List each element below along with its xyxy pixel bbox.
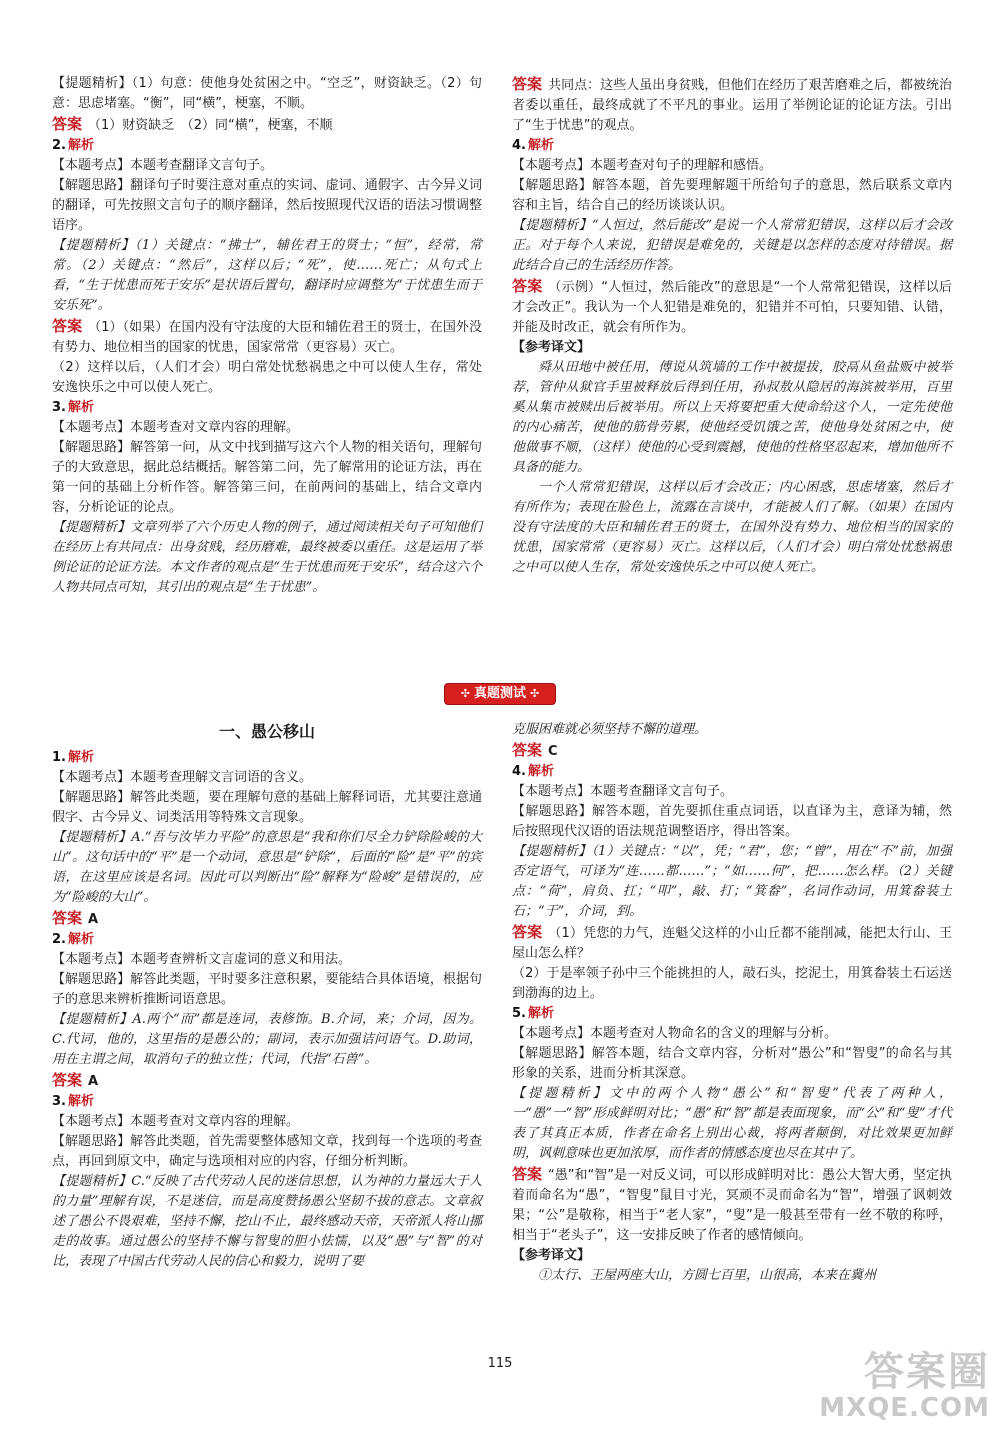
reference-translation-label: 【参考译文】 [512, 1248, 591, 1263]
question-number: 5. [512, 1006, 526, 1021]
reference-translation-label: 【参考译文】 [512, 340, 591, 355]
test-point: 【本题考点】本题考查对人物命名的含义的理解与分析。 [512, 1026, 838, 1041]
solving-approach: 【解题思路】解答本题，首先要抓住重点词语，以直译为主，意译为辅，然后按照现代汉语的语法规范调整语序，得出答案。 [512, 804, 952, 839]
answer-line [52, 908, 482, 930]
solving-approach: 【解题思路】解答本题，首先要理解题干所给句子的意思，然后联系文章内容和主旨，结合自己的经历谈谈认识。 [512, 178, 952, 213]
analysis-label: 解析 [67, 750, 94, 765]
left-bottom-column [52, 720, 482, 1272]
analysis-label: 解析 [67, 932, 94, 947]
test-point: 【本题考点】本题考查翻译文言句子。 [512, 784, 734, 799]
detailed-analysis: 【提题精析】A.“吾与汝毕力平险”的意思是“我和你们尽全力铲除险峻的大山”。这句话中的“平”是一个动词，意思是“铲除”，后面的“险”是“平”的宾语，在这里应该是名词。因此可以判断出“险”解释为“险峻”是错误的，应为“险峻的大山”。 [52, 830, 482, 905]
analysis-label: 解析 [67, 1094, 94, 1109]
banner-title: 真题测试 [473, 686, 526, 701]
question-number: 3. [52, 1094, 66, 1109]
answer-text: （示例）“人恒过，然后能改”的意思是“一个人常常犯错误，这样以后才会改正”。我认为一个人犯错是难免的，犯错并不可怕，只要知错、认错，并能及时改正，就会有所作为。 [512, 280, 952, 335]
analysis-label: 解析 [527, 1006, 554, 1021]
reference-translation: 一个人常常犯错误，这样以后才会改正；内心困惑，思虑堵塞，然后才有所作为；表现在脸色上，流露在言谈中，才能被人们了解。（如果）在国内没有守法度的大臣和辅佐君王的贤士，在国外没有势力、地位相当的国家的忧患，国家常常（更容易）灭亡。这样以后，（人们才会）明白常处忧愁祸患之中可以使人生存，常处安逸快乐之中可以使人死亡。 [512, 480, 952, 575]
detailed-analysis: 【提题精析】文章列举了六个历史人物的例子，通过阅读相关句子可知他们在经历上有共同点：出身贫贱，经历磨难，最终被委以重任。这是运用了举例论证的论证方法。本文作者的观点是“生于忧患而死于安乐”，结合这六个人物共同点可知，其引出的观点是“生于忧患”。 [52, 520, 482, 595]
answer-label: 答案 [512, 741, 543, 759]
analysis-label: 解析 [527, 764, 554, 779]
answer-text: 共同点：这些人虽出身贫贱，但他们在经历了艰苦磨难之后，都被统治者委以重任，最终成就了不平凡的事业。运用了举例论证的论证方法。引出了“生于忧患”的观点。 [512, 78, 952, 133]
test-point: 【本题考点】本题考查对文章内容的理解。 [52, 420, 300, 435]
solving-approach: 【解题思路】解答此类题，平时要多注意积累，要能结合具体语境，根据句子的意思来辨析推断词语意思。 [52, 972, 482, 1007]
test-point: 【本题考点】本题考查对句子的理解和感悟。 [512, 158, 773, 173]
answer-choice: A [88, 912, 99, 927]
answer-label: 答案 [52, 317, 83, 335]
question-number: 2. [52, 932, 66, 947]
answer-line [512, 1164, 952, 1246]
reference-translation: 舜从田地中被任用，傅说从筑墙的工作中被提拔，胶鬲从鱼盐贩中被举荐，管仲从狱官手里被释放后得到任用，孙叔敖从隐居的海滨被举用，百里奚从集市被赎出后被举用。所以上天将要把重大使命给这个人，一定先使他的内心痛苦，使他的筋骨劳累，使他经受饥饿之苦，使他身处贫困之中，使他做事不顺，（这样）使他的心受到震撼，使他的性格坚忍起来，增加他所不具备的能力。 [512, 360, 952, 475]
reference-translation: ①太行、王屋两座大山，方圆七百里，山很高，本来在冀州 [538, 1268, 877, 1283]
test-point: 【本题考点】本题考查翻译文言句子。 [52, 158, 274, 173]
detailed-analysis: 【提题精析】“人恒过，然后能改”是说一个人常常犯错误，这样以后才会改正。对于每个人来说，犯错误是难免的，关键是以怎样的态度对待错误。据此结合自己的生活经历作答。 [512, 218, 952, 273]
section-title: 一、愚公移山 [218, 722, 315, 741]
right-top-column [512, 74, 952, 578]
star-icon: ✣ [460, 687, 470, 700]
detailed-analysis: 【提题精析】C.“反映了古代劳动人民的迷信思想，认为神的力量远大于人的力量”理解有误，不是迷信，而是高度赞扬愚公坚韧不拔的意志。文章叙述了愚公不畏艰难，坚持不懈，挖山不止，最终感动天帝，天帝派人将山挪走的故事。通过愚公的坚持不懈与智叟的胆小怯懦，以及“愚”与“智”的对比，表现了中国古代劳动人民的信心和毅力，说明了要 [52, 1174, 482, 1269]
question-heading [512, 762, 952, 782]
answer-choice: C [548, 744, 558, 759]
watermark-logo [819, 1350, 990, 1422]
test-point: 【本题考点】本题考查理解文言词语的含义。 [52, 770, 313, 785]
answer-text: （1）凭您的力气，连魁父这样的小山丘都不能削减，能把太行山、王屋山怎么样？ [512, 926, 952, 961]
analysis-label: 解析 [67, 400, 94, 415]
solving-approach: 【解题思路】解答第一问，从文中找到描写这六个人物的相关语句，理解句子的大致意思，据此总结概括。解答第二问，先了解常用的论证方法，再在第一问的基础上分析作答。解答第三问，在前两问的基础上，结合文章内容，分析论证的论点。 [52, 440, 482, 515]
answer-choice: A [88, 1074, 99, 1089]
answer-label: 答案 [52, 1071, 83, 1089]
solving-approach: 【解题思路】解答此类题，首先需要整体感知文章，找到每一个选项的考查点，再回到原文中，确定与选项相对应的内容，仔细分析判断。 [52, 1134, 482, 1169]
answer-text-2: （2）于是率领子孙中三个能挑担的人，敲石头，挖泥土，用箕畚装土石运送到渤海的边上。 [512, 966, 952, 1001]
answer-text: （1）（如果）在国内没有守法度的大臣和辅佐君王的贤士，在国外没有势力、地位相当的国家的忧患，国家常常（更容易）灭亡。 [52, 320, 482, 355]
answer-label: 答案 [512, 923, 543, 941]
answer-text: （1）财资缺乏 （2）同“横”，梗塞，不顺 [88, 118, 333, 133]
question-number: 4. [512, 138, 526, 153]
answer-label: 答案 [512, 75, 543, 93]
question-heading [52, 398, 482, 418]
answer-label: 答案 [512, 277, 543, 295]
answer-line [52, 316, 482, 358]
answer-label: 答案 [52, 115, 83, 133]
watermark-url: MXQE.COM [819, 1393, 990, 1423]
question-heading [512, 136, 952, 156]
answer-label: 答案 [512, 1165, 543, 1183]
test-point: 【本题考点】本题考查辨析文言虚词的意义和用法。 [52, 952, 352, 967]
analysis-label: 解析 [67, 138, 94, 153]
answer-text: “愚”和“智”是一对反义词，可以形成鲜明对比：愚公大智大勇，坚定执着而命名为“愚”，“智叟”鼠目寸光，冥顽不灵而命名为“智”，增强了讽刺效果；“公”是敬称，相当于“老人家”，“叟”是一般甚至带有一丝不敬的称呼，相当于“老头子”，这一安排反映了作者的感情倾向。 [512, 1168, 952, 1243]
answer-line [512, 740, 952, 762]
detailed-analysis: 【提题精析】A.两个“而”都是连词，表修饰。B.介词，来；介词，因为。C.代词，他的，这里指的是愚公的；副词，表示加强诘问语气。D.助词，用在主谓之间，取消句子的独立性；代词，代指“石兽”。 [52, 1012, 482, 1067]
solving-approach: 【解题思路】翻译句子时要注意对重点的实词、虚词、通假字、古今异义词的翻译，可先按照文言句子的顺序翻译，然后按照现代汉语的语法习惯调整语序。 [52, 178, 482, 233]
answer-line [52, 1070, 482, 1092]
solving-approach: 【解题思路】解答此类题，要在理解句意的基础上解释词语，尤其要注意通假字、古今异义、词类活用等特殊文言现象。 [52, 790, 482, 825]
section-banner [0, 682, 1000, 702]
answer-line [512, 276, 952, 338]
left-top-column [52, 74, 482, 598]
right-bottom-column [512, 720, 952, 1286]
test-point: 【本题考点】本题考查对文章内容的理解。 [52, 1114, 300, 1129]
question-heading [512, 1004, 952, 1024]
question-number: 1. [52, 750, 66, 765]
page-number: 115 [487, 1356, 513, 1371]
question-number: 3. [52, 400, 66, 415]
answer-line [512, 74, 952, 136]
answer-line [52, 114, 482, 136]
detailed-analysis: 【提题精析】（1）关键点：“拂士”，辅佐君王的贤士；“恒”，经常，常常。（2）关键点：“然后”，这样以后；“死”，使……死亡；从句式上看，“生于忧患而死于安乐”是状语后置句，翻译时应调整为“于忧患生而于安乐死”。 [52, 238, 482, 313]
explanation-paragraph: 【提题精析】（1）句意：使他身处贫困之中。“空乏”，财资缺乏。（2）句意：思虑堵塞。“衡”，同“横”，梗塞，不顺。 [52, 76, 482, 111]
question-heading [52, 748, 482, 768]
question-heading [52, 1092, 482, 1112]
answer-line [512, 922, 952, 964]
solving-approach: 【解题思路】解答本题，结合文章内容，分析对“愚公”和“智叟”的命名与其形象的关系，进而分析其深意。 [512, 1046, 952, 1081]
answer-label: 答案 [52, 909, 83, 927]
question-heading [52, 136, 482, 156]
detailed-analysis: 【提题精析】文中的两个人物“愚公”和“智叟”代表了两种人，一“愚”一“智”形成鲜明对比；“愚”和“智”都是表面现象，而“公”和“叟”才代表了其真正本质，作者在命名上别出心裁，将两者颠倒，对比效果更加鲜明，讽刺意味也更加浓厚，而作者的情感态度也尽在其中了。 [512, 1086, 952, 1161]
star-icon: ✣ [530, 687, 540, 700]
question-number: 2. [52, 138, 66, 153]
detailed-analysis: 【提题精析】（1）关键点：“以”，凭；“君”，您；“曾”，用在“不”前，加强否定语气，可译为“连……都……”；“如……何”，把……怎么样。（2）关键点：“荷”，肩负、扛；“叩”，敲、打；“箕畚”，名词作动词，用箕畚装土石；“于”，介词，到。 [512, 844, 952, 919]
question-number: 4. [512, 764, 526, 779]
answer-text-2: （2）这样以后，（人们才会）明白常处忧愁祸患之中可以使人生存，常处安逸快乐之中可以使人死亡。 [52, 360, 482, 395]
analysis-label: 解析 [527, 138, 554, 153]
watermark-logo-text: 答案圈 [864, 1349, 990, 1395]
question-heading [52, 930, 482, 950]
continued-text: 克服困难就必须坚持不懈的道理。 [512, 722, 708, 737]
